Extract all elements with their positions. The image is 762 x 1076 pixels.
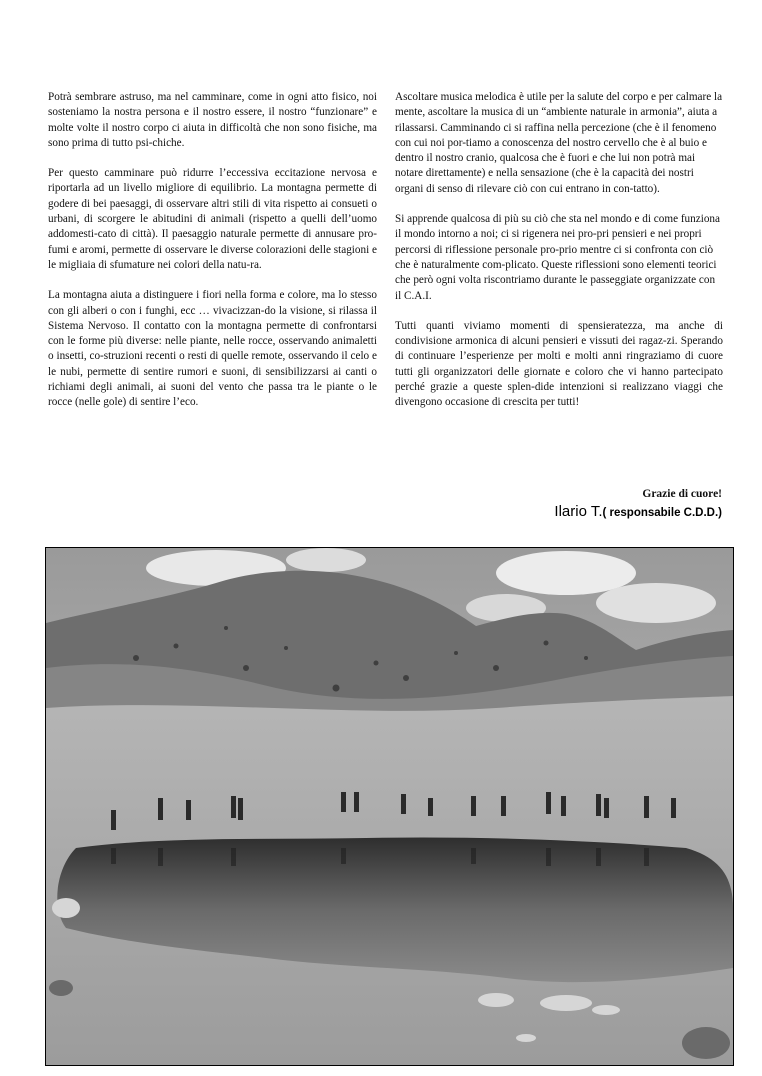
author-role: ( responsabile C.D.D.)	[602, 507, 722, 519]
thanks-line: Grazie di cuore!	[642, 488, 722, 500]
landscape-illustration	[46, 548, 733, 1065]
left-paragraph-3: La montagna aiuta a distinguere i fiori nella forma e colore, ma lo stesso con gli alberi o con i funghi, ecc … vivacizzan-do la visione, si rilassa il Sistema Nervoso. Il contatto con la montagna permette di confrontarsi con le forme più diverse: nelle piante, nelle rocce, osservando animaletti o insetti, co-struzioni recenti o resti di quelle remote, osservando il celo e le nubi, permette di sentire rumori e suoni, di sensibilizzarsi ai canti o richiami degli animali, ai suoni del vento che passa tra le piante o le rocce (nelle gole) di sentire l’eco.	[48, 289, 377, 409]
author-name: Ilario T.	[554, 503, 603, 520]
right-paragraph-1: Ascoltare musica melodica è utile per la salute del corpo e per calmare la mente, ascoltare la musica di un “ambiente naturale in armonia”, aiuta a rilassarsi. Camminando ci si raffina nella percezione (che è il fenomeno con cui noi por-tiamo a conoscenza del nostro cervello che è al buio e dentro il nostro cranio, qualcosa che è fuori e che lui non potrà mai notare direttamente) e nella sensazione (che è la capacità dei nostri organi di senso di rilevare ciò con cui entrano in con-tatto).	[395, 91, 723, 195]
left-paragraph-2: Per questo camminare può ridurre l’eccessiva eccitazione nervosa e riportarla ad un livello migliore di equilibrio. La montagna permette di godere di bei paesaggi, di osservare altri stili di vita rispetto ai consueti o urbani, di scorgere le abitudini di animali (rispetto a quelli dell’uomo addomesti-cato di città). Il paesaggio naturale permette di annusare pro-fumi e aromi, permette di osservare le diverse colorazioni delle stagioni e le migliaia di sfumature nei colori della natu-ra.	[48, 167, 377, 271]
author-signature	[554, 503, 722, 520]
right-text-column	[395, 90, 723, 426]
right-paragraph-2: Si apprende qualcosa di più su ciò che sta nel mondo e di come funziona il mondo intorno a noi; ci si rigenera nei pro-pri pensieri e nei propri percorsi di riflessione personale pro-prio mentre ci si confronta con ciò che è naturalmente com-plicato. Queste riflessioni sono elementi teorici che però ogni volta riscontriamo durante le passeggiate organizzate con il C.A.I.	[395, 213, 720, 302]
left-paragraph-1: Potrà sembrare astruso, ma nel camminare, come in ogni atto fisico, noi sosteniamo la nostra persona e il nostro essere, il nostro “funzionare” e molte volte il nostro corpo ci aiuta in difficoltà che non sono fisiche, ma sono prima di tutto psi-chiche.	[48, 91, 377, 149]
mountain-lake-photo	[45, 547, 734, 1066]
right-paragraph-3: Tutti quanti viviamo momenti di spensieratezza, ma anche di condivisione armonica di alcuni pensieri e vissuti dei ragaz-zi. Sperando di continuare l’esperienze per molti e molti anni ringraziamo di cuore tutti gli organizzatori delle giornate e coloro che vi hanno partecipato perché grazie a queste splen-dide intenzioni si realizzano viaggi che divengono occasione di crescita per tutti!	[395, 319, 723, 409]
left-text-column	[48, 90, 377, 426]
